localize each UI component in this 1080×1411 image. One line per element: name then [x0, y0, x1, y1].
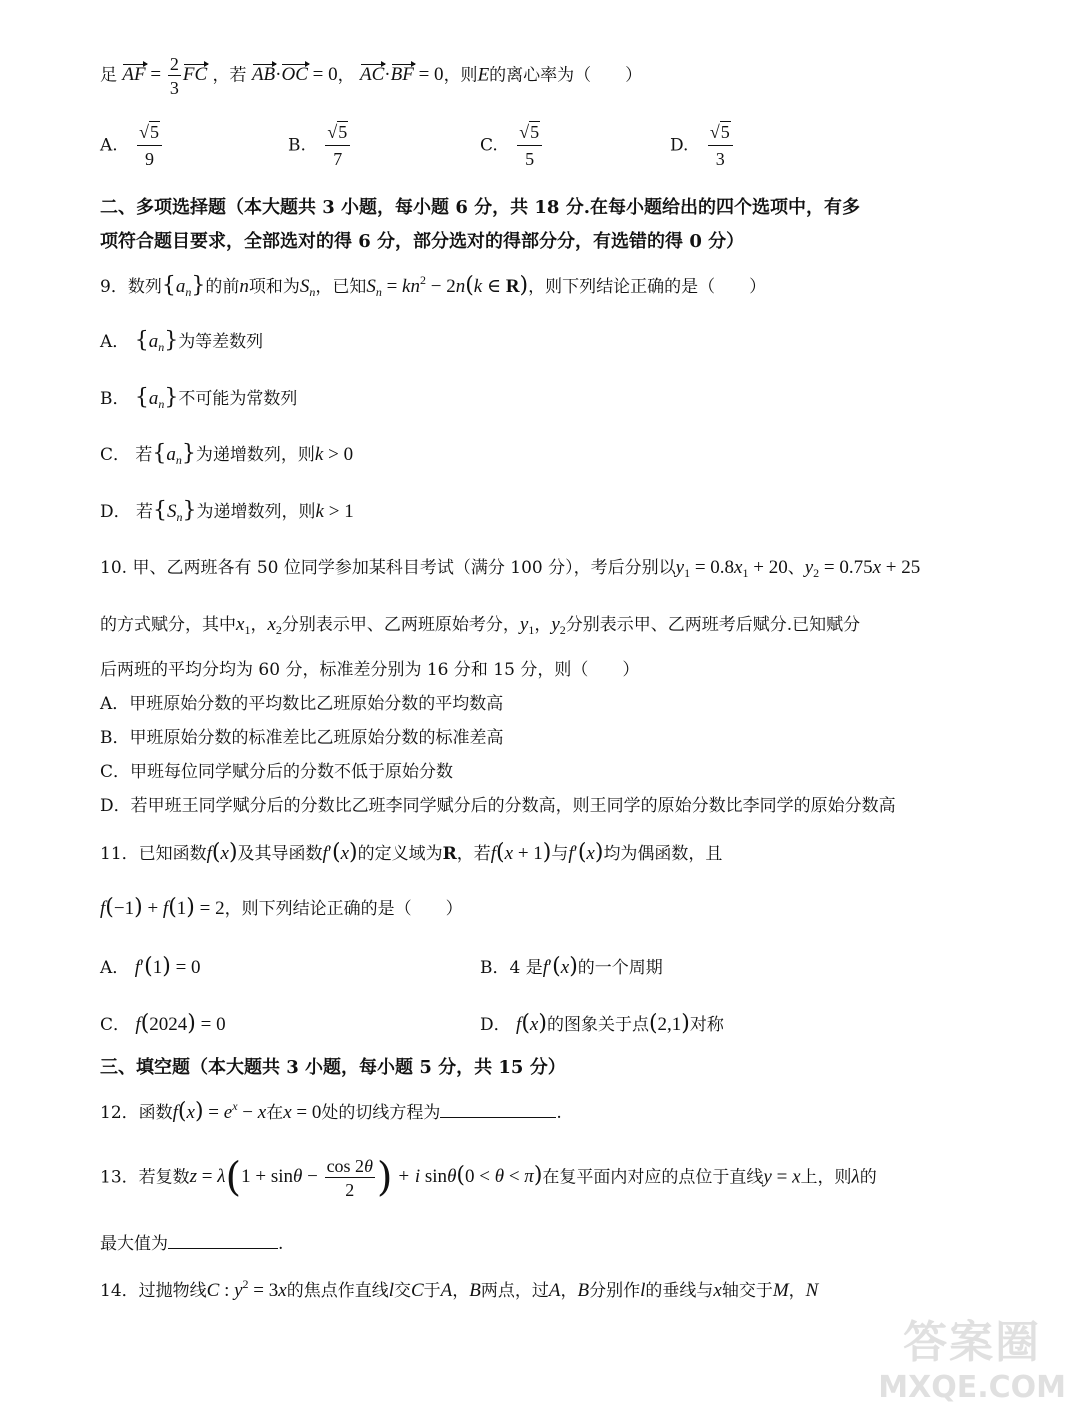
q8-option-a: A. $\frac{√5}{9}$: [100, 122, 164, 170]
formula-ab-oc: AB·OC = 0: [251, 64, 338, 86]
q10-option-c: C．甲班每位同学赋分后的分数不低于原始分数: [100, 762, 454, 782]
section-3-heading: 三、填空题（本大题共 3 小题，每小题 5 分，共 15 分）: [100, 1057, 566, 1078]
q10-option-b: B．甲班原始分数的标准差比乙班原始分数的标准差高: [100, 728, 504, 748]
q13-stem-line2: 最大值为 .: [100, 1234, 284, 1254]
q12-stem: 12．函数$f(x) = e^x - x$在x = 0处的切线方程为 .: [100, 1099, 562, 1124]
q9-stem: 9．数列$\{a_n\}$的前n项和为$S_n$，已知$S_n = kn^2 - 2n(k$ ∈ R)，则下列结论正确的是（ ）: [100, 273, 767, 299]
watermark-logo: 答案圈 MXQE.COM: [878, 1317, 1066, 1405]
q10-stem-line1: 10. 甲、乙两班各有 50 位同学参加某科目考试（满分 100 分），考后分别以$y_1 = 0.8x_1 + 20$、$y_2 = 0.75x + 25$: [100, 557, 921, 580]
q11-option-b: B．4 是f′(x)的一个周期: [480, 954, 663, 979]
q10-stem-line3: 后两班的平均分均为 60 分，标准差分别为 16 分和 15 分，则（ ）: [100, 660, 640, 680]
q11-option-d: D． f(x)的图象关于点(2,1)对称: [480, 1011, 724, 1036]
q9-option-c: C． 若$\{a_n\}$为递增数列，则k > 0: [100, 441, 354, 467]
q11-option-a: A． f′(1) = 0: [100, 954, 201, 979]
q13-answer-blank[interactable]: [168, 1234, 278, 1249]
q8-option-c: C. $\frac{√5}{5}$: [480, 122, 544, 170]
formula-ac-bf: AC·BF = 0: [360, 64, 444, 86]
q8-option-b: B. $\frac{√5}{7}$: [288, 122, 352, 170]
q11-stem-line2: f(−1) + f(1) = 2，则下列结论正确的是（ ）: [100, 895, 463, 920]
formula-af-fc: AF = $\frac{2}{3}$ FC: [122, 54, 208, 98]
q14-stem: 14．过抛物线C : $y^2 = 3x$的焦点作直线l交C于A，B两点，过A，B分别作l的垂线与x轴交于M，N: [100, 1277, 819, 1301]
q8-condition-line: 足 AF = $\frac{2}{3}$ FC ，若 AB·OC = 0， AC·BF = 0，则E的离心率为（ ）: [100, 54, 643, 98]
q8-option-d: D. $\frac{√5}{3}$: [670, 122, 735, 170]
section-2-heading-line1: 二、多项选择题（本大题共 3 小题，每小题 6 分，共 18 分.在每小题给出的四个选项中，有多: [100, 197, 860, 218]
section-2-heading-line2: 项符合题目要求，全部选对的得 6 分，部分选对的得部分分，有选错的得 0 分）: [100, 231, 745, 252]
q9-option-d: D． 若$\{S_n\}$为递增数列，则k > 1: [100, 498, 354, 524]
q10-stem-line2: 的方式赋分，其中$x_1$，$x_2$分别表示甲、乙两班原始考分，$y_1$，$y_2$分别表示甲、乙两班考后赋分.已知赋分: [100, 614, 861, 637]
q10-option-d: D．若甲班王同学赋分后的分数比乙班李同学赋分后的分数高，则王同学的原始分数比李同学的原始分数高: [100, 796, 896, 816]
q9-option-a: A． $\{a_n\}$为等差数列: [100, 328, 264, 354]
q10-option-a: A．甲班原始分数的平均数比乙班原始分数的平均数高: [100, 694, 504, 714]
q11-option-c: C． f(2024) = 0: [100, 1011, 226, 1036]
q12-answer-blank[interactable]: [440, 1103, 556, 1118]
q11-stem-line1: 11．已知函数f(x)及其导函数f′(x)的定义域为R，若f(x + 1)与f′(x)均为偶函数，且: [100, 840, 723, 865]
q13-stem: 13．若复数z = λ(1 + sinθ − $\frac{\cos 2\theta}{2}$ ) + i sinθ(0 < θ < π)在复平面内对应的点位于直线y = x上，则λ的: [100, 1155, 877, 1201]
q9-option-b: B． $\{a_n\}$不可能为常数列: [100, 385, 298, 411]
